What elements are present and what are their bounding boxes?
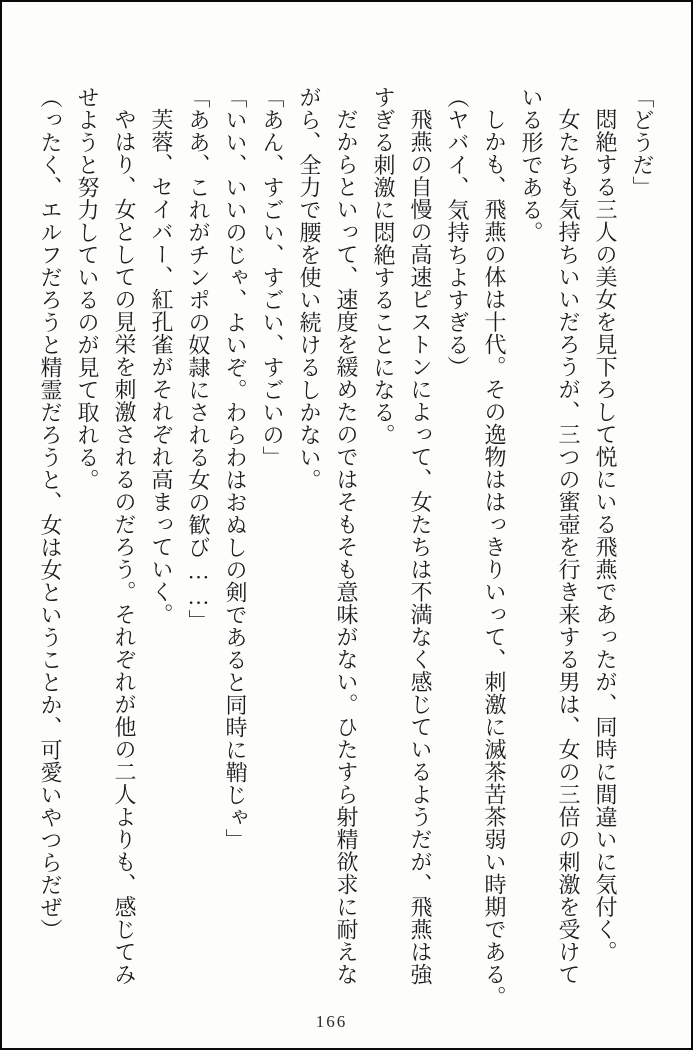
text-line: 悶絶する三人の美女を見下ろして悦にいる飛燕であったが、同時に間違いに気付く。	[593, 108, 618, 963]
text-line: 「いい、いいのじゃ、よいぞ。わらわはおぬしの剣であると同時に鞘じゃ」	[223, 86, 248, 851]
text-line: 「どうだ」	[630, 86, 655, 199]
text-line: 「ああ、これがチンポの奴隷にされる女の歓び……」	[186, 86, 211, 632]
text-line: いる形である。	[519, 86, 544, 244]
text-line: すぎる刺激に悶絶することになる。	[371, 86, 396, 446]
text-line: がら、全力で腰を使い続けるしかない。	[297, 86, 322, 491]
text-line: しかも、飛燕の体は十代。その逸物ははっきりいって、刺激に滅茶苦茶弱い時期である。	[482, 108, 507, 1008]
page-text	[29, 86, 661, 1016]
text-line: （ったく、エルフだろうと精霊だろうと、女は女ということか、可愛いやつらだぜ）	[38, 86, 63, 941]
text-line: だからといって、速度を緩めたのではそもそも意味がない。ひたすら射精欲求に耐えな	[334, 108, 359, 986]
text-line: 飛燕の自慢の高速ピストンによって、女たちは不満なく感じているようだが、飛燕は強	[408, 108, 433, 986]
text-line: （ヤバイ、気持ちよすぎる）	[445, 86, 470, 379]
text-line: せようと努力しているのが見て取れる。	[75, 86, 100, 491]
text-line: 女たちも気持ちいいだろうが、三つの蜜壺を行き来する男は、女の三倍の刺激を受けて	[556, 108, 581, 986]
page-number: 166	[315, 1012, 348, 1031]
text-line: 「あん、すごい、すごい、すごいの」	[260, 86, 285, 469]
text-line: やはり、女としての見栄を刺激されるのだろう。それぞれが他の二人よりも、感じてみ	[112, 108, 137, 986]
text-line: 芙蓉、セイバー、紅孔雀がそれぞれ高まっていく。	[149, 108, 174, 626]
